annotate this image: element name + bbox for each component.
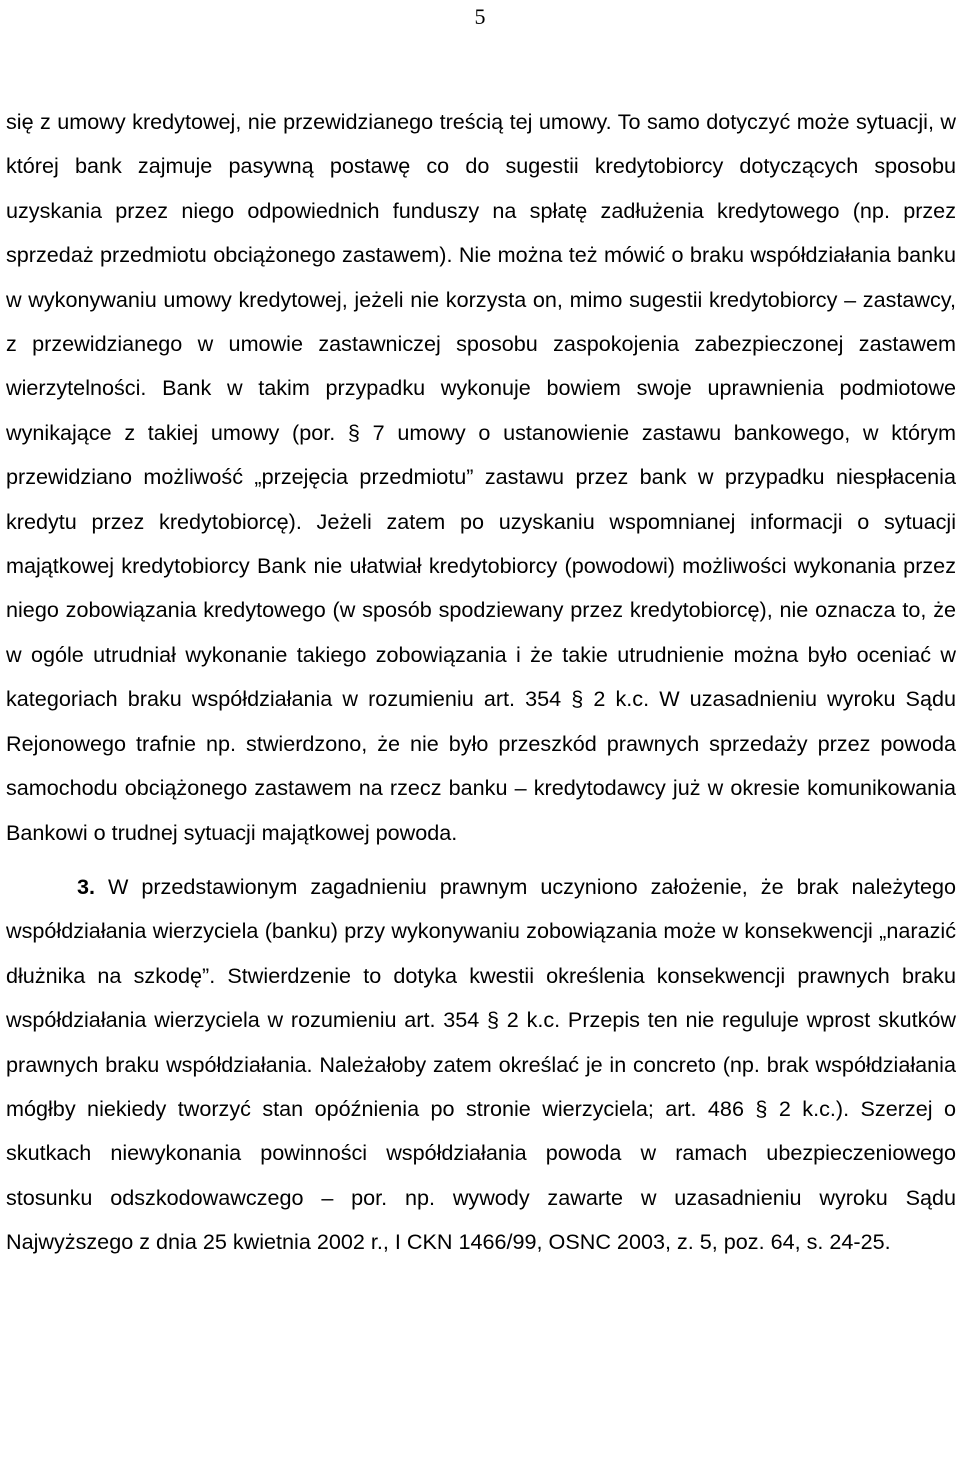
paragraph-1: się z umowy kredytowej, nie przewidzianego treścią tej umowy. To samo dotyczyć może sytuacji, w której bank zajmuje pasywną postawę co do sugestii kredytobiorcy dotyczących sposobu uzyskania przez niego odpowiednich funduszy na spłatę zadłużenia kredytowego (np. przez sprzedaż przedmiotu obciążonego zastawem). Nie można też mówić o braku współdziałania banku w wykonywaniu umowy kredytowej, jeżeli nie korzysta on, mimo sugestii kredytobiorcy – zastawcy, z przewidzianego w umowie zastawniczej sposobu zaspokojenia zabezpieczonej zastawem wierzytelności. Bank w takim przypadku wykonuje bowiem swoje uprawnienia podmiotowe wynikające z takiej umowy (por. § 7 umowy o ustanowienie zastawu bankowego, w którym przewidziano możliwość „przejęcia przedmiotu” zastawu przez bank w przypadku niespłacenia kredytu przez kredytobiorcę). Jeżeli zatem po uzyskaniu wspomnianej informacji o sytuacji majątkowej kredytobiorcy Bank nie ułatwiał kredytobiorcy (powodowi) możliwości wykonania przez niego zobowiązania kredytowego (w sposób spodziewany przez kredytobiorcę), nie oznacza to, że w ogóle utrudniał wykonanie takiego zobowiązania i że takie utrudnienie można było oceniać w kategoriach braku współdziałania w rozumieniu art. 354 § 2 k.c. W uzasadnieniu wyroku Sądu Rejonowego trafnie np. stwierdzono, że nie było przeszkód prawnych sprzedaży przez powoda samochodu obciążonego zastawem na rzecz banku – kredytodawcy już w okresie komunikowania Bankowi o trudnej sytuacji majątkowej powoda. bbox=[6, 109, 956, 845]
paragraph-2-number: 3. bbox=[77, 873, 96, 899]
paragraph-2-text: W przedstawionym zagadnieniu prawnym uczyniono założenie, że brak należytego współdziałania wierzyciela (banku) przy wykonywaniu zobowiązania może w konsekwencji „narazić dłużnika na szkodę”. Stwierdzenie to dotyka kwestii określenia konsekwencji prawnych braku współdziałania wierzyciela w rozumieniu art. 354 § 2 k.c. Przepis ten nie reguluje wprost skutków prawnych braku współdziałania. Należałoby zatem określać je in concreto (np. brak współdziałania mógłby niekiedy tworzyć stan opóźnienia po stronie wierzyciela; art. 486 § 2 k.c.). Szerzej o skutkach niewykonania powinności współdziałania powoda w ramach ubezpieczeniowego stosunku odszkodowawczego – por. np. wywody zawarte w uzasadnieniu wyroku Sądu Najwyższego z dnia 25 kwietnia 2002 r., I CKN 1466/99, OSNC 2003, z. 5, poz. 64, s. 24-25. bbox=[6, 873, 956, 1255]
page-number: 5 bbox=[474, 4, 486, 29]
document-body bbox=[6, 100, 956, 1265]
paragraph-2 bbox=[6, 865, 956, 1265]
